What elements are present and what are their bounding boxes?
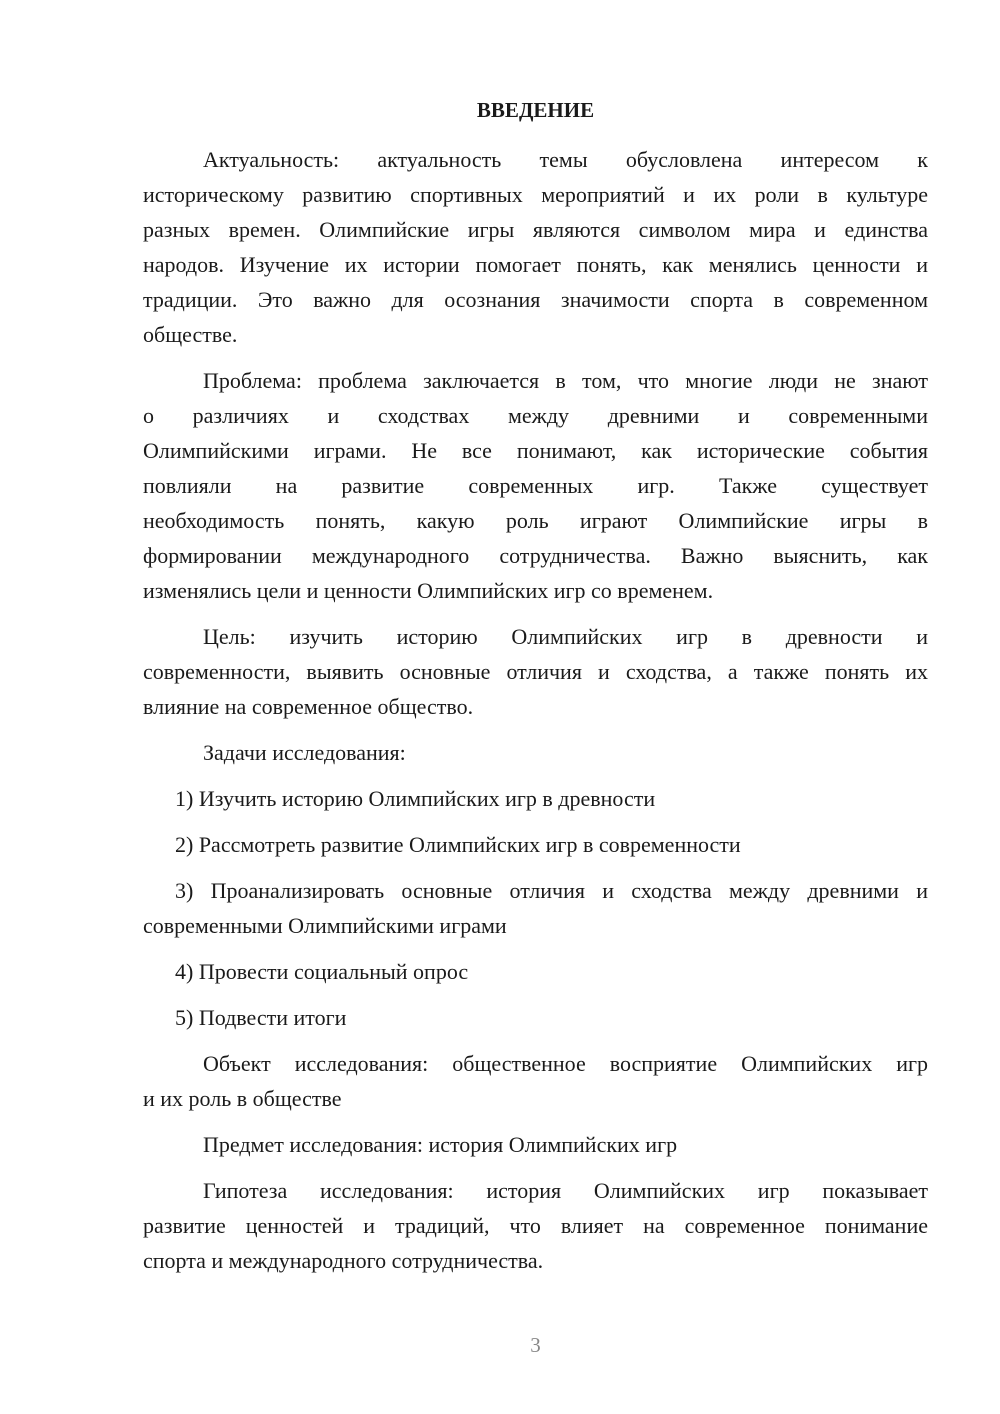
text-line: народов. Изучение их истории помогает понять, как менялись ценности и	[143, 252, 928, 277]
text-line: необходимость понять, какую роль играют Олимпийские игры в	[143, 508, 928, 533]
text-line: Цель: изучить историю Олимпийских игр в древности и	[203, 624, 928, 649]
document-body	[143, 142, 928, 1278]
list-item	[143, 954, 928, 989]
text-line: историческому развитию спортивных мероприятий и их роли в культуре	[143, 182, 928, 207]
text-line: влияние на современное общество.	[143, 694, 474, 719]
text-line: Олимпийскими играми. Не все понимают, как исторические события	[143, 438, 928, 463]
text-line: Предмет исследования: история Олимпийских игр	[203, 1132, 678, 1157]
paragraph	[143, 619, 928, 724]
text-line: 1) Изучить историю Олимпийских игр в древности	[175, 786, 656, 811]
section-title: ВВЕДЕНИЕ	[476, 98, 595, 122]
text-line: Гипотеза исследования: история Олимпийских игр показывает	[203, 1178, 928, 1203]
text-line: о различиях и сходствах между древними и современными	[143, 403, 928, 428]
paragraph	[143, 1046, 928, 1116]
text-line: 2) Рассмотреть развитие Олимпийских игр в современности	[175, 832, 741, 857]
text-line: обществе.	[143, 322, 238, 347]
text-line: современными Олимпийскими играми	[143, 913, 507, 938]
paragraph	[143, 142, 928, 352]
text-line: 3) Проанализировать основные отличия и сходства между древними и	[175, 878, 928, 903]
page-number: 3	[530, 1333, 541, 1357]
list-item	[143, 781, 928, 816]
paragraph	[143, 1173, 928, 1278]
text-line: разных времен. Олимпийские игры являются символом мира и единства	[143, 217, 928, 242]
text-line: и их роль в обществе	[143, 1086, 342, 1111]
paragraph	[143, 363, 928, 608]
text-line: изменялись цели и ценности Олимпийских игр со временем.	[143, 578, 714, 603]
document-page	[143, 93, 928, 1289]
text-line: Актуальность: актуальность темы обусловлена интересом к	[203, 147, 928, 172]
text-line: традиции. Это важно для осознания значимости спорта в современном	[143, 287, 928, 312]
text-line: Задачи исследования:	[203, 740, 406, 765]
text-line: Проблема: проблема заключается в том, что многие люди не знают	[203, 368, 928, 393]
text-line: развитие ценностей и традиций, что влияет на современное понимание	[143, 1213, 928, 1238]
text-line: 5) Подвести итоги	[175, 1005, 347, 1030]
text-line: современности, выявить основные отличия и сходства, а также понять их	[143, 659, 928, 684]
text-line: Объект исследования: общественное восприятие Олимпийских игр	[203, 1051, 928, 1076]
text-line: 4) Провести социальный опрос	[175, 959, 469, 984]
paragraph	[143, 1127, 928, 1162]
list-item	[143, 827, 928, 862]
text-line: повлияли на развитие современных игр. Также существует	[143, 473, 928, 498]
text-line: формировании международного сотрудничества. Важно выяснить, как	[143, 543, 928, 568]
list-item	[143, 873, 928, 943]
text-line: спорта и международного сотрудничества.	[143, 1248, 544, 1273]
paragraph	[143, 735, 928, 770]
list-item	[143, 1000, 928, 1035]
